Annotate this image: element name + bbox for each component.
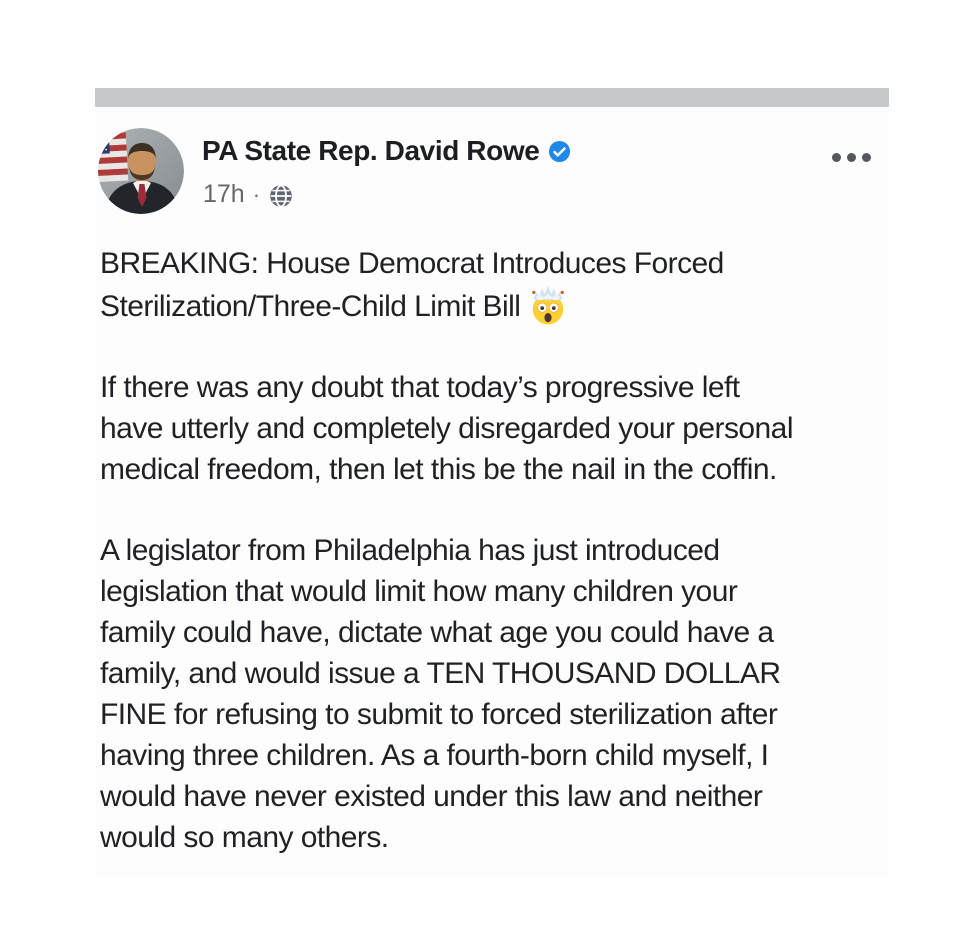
post-meta	[203, 180, 294, 209]
avatar[interactable]	[98, 128, 184, 214]
profile-photo	[98, 128, 184, 214]
exploding-head-emoji	[527, 284, 569, 326]
timestamp[interactable]: 17h	[203, 180, 245, 208]
headline-text: BREAKING: House Democrat Introduces Forced Sterilization/Three-Child Limit Bill	[100, 247, 724, 323]
author-name[interactable]: PA State Rep. David Rowe	[202, 135, 540, 166]
dot-icon	[832, 153, 841, 162]
facebook-post-card	[95, 107, 889, 878]
post-body	[100, 243, 886, 858]
dot-icon	[862, 153, 871, 162]
post-paragraph: A legislator from Philadelphia has just introduced legislation that would limit how many children your family could have, dictate what age you could have a family, and would issue a TEN THOUSAND DOLLAR FINE for refusing to submit to forced sterilization after having three children. As a fourth-born child myself, I would have never existed under this law and neither would so many others.	[100, 534, 781, 854]
us-flag	[98, 133, 128, 183]
post-paragraph: If there was any doubt that today’s progressive left have utterly and completely disregarded your personal medical freedom, then let this be the nail in the coffin.	[100, 371, 793, 486]
dot-icon	[847, 153, 856, 162]
more-options-button[interactable]	[826, 147, 877, 168]
cropped-top-bar	[95, 88, 889, 107]
globe-public-icon	[268, 183, 294, 209]
post-paragraph-headline	[100, 243, 886, 327]
verified-badge-icon	[548, 140, 571, 163]
meta-separator: ·	[252, 182, 261, 207]
